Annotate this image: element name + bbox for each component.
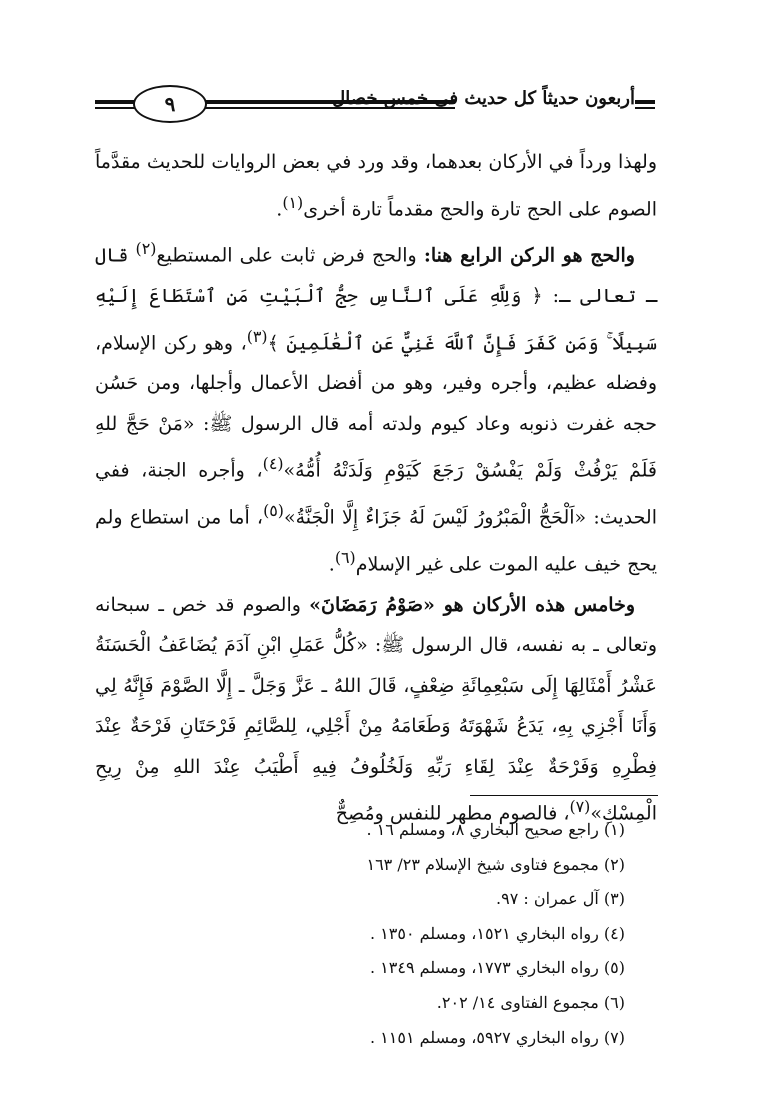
text-span: ، وأجره الجنة، ففي الحديث: [95,459,657,529]
text-span: . [328,553,335,576]
header-rule [635,100,655,104]
footnote-item: (٦) مجموع الفتاوى ١٤/ ٢٠٢. [436,992,625,1012]
footnote-item: (٢) مجموع فتاوى شيخ الإسلام ٢٣/ ١٦٣ [366,854,625,874]
text-span: ، أما من استطاع ولم يحج خيف عليه الموت على غير الإسلام [95,506,657,576]
page-number: ٩ [133,85,207,123]
hadith-quote: «صَوْمُ رَمَضَانَ» [309,593,435,616]
footnote-ref[interactable]: (٣) [246,326,268,346]
text-span: . [276,197,283,220]
footnote-separator [470,795,658,796]
footnotes [95,813,657,1055]
footnote-ref[interactable]: (٥) [263,501,284,521]
footnote-ref[interactable]: (١) [282,192,304,212]
footnote-item: (١) راجع صحيح البخاري ٨، ومسلم ١٦ . [366,820,625,839]
footnote-item: (٤) رواه البخاري ١٥٢١، ومسلم ١٣٥٠ . [369,923,625,943]
header-rule [635,107,655,109]
text-span: والصوم قد خص ـ سبحانه وتعالى ـ به نفسه، قال الرسول ﷺ: [95,593,657,657]
footnote-item: (٥) رواه البخاري ١٧٧٣، ومسلم ١٣٤٩ . [369,958,625,978]
footnote-item: (٣) آل عمران : ٩٧. [496,889,625,909]
footnote-ref[interactable]: (٧) [569,797,591,817]
running-title: أربعون حديثاً كل حديث في خمس خصال [332,88,635,109]
footnote-ref[interactable]: (٦) [334,548,356,568]
page-header [95,82,655,126]
paragraph-1 [95,142,657,229]
hadith-quote: «مَنْ حَجَّ للهِ فَلَمْ يَرْفُثْ وَلَمْ يَفْسُقْ رَجَعَ كَيَوْمِ وَلَدَتْهُ أُمُّهُ» [95,412,657,482]
paragraph-3 [95,585,657,834]
body-text [95,142,657,834]
text-span: ، فالصوم مطهر للنفس ومُصِحٌّ [335,802,570,825]
paragraph-lead: وخامس هذه الأركان هو [434,593,635,616]
text-span: والحج فرض ثابت على المستطيع [156,244,424,267]
hadith-quote: «اَلْحَجُّ الْمَبْرُورُ لَيْسَ لَهُ جَزَاءٌ إِلَّا الْجَنَّةُ» [283,506,587,529]
footnote-ref[interactable]: (٤) [262,454,284,474]
hadith-quote: «كُلُّ عَمَلِ ابْنِ آدَمَ يُضَاعَفُ الْحَسَنَةُ عَشْرُ أَمْثَالِهَا إِلَى سَبْعِمِائَةِ ضِعْفٍ، قَالَ اللهُ ـ عَزَّ وَجَلَّ ـ إِلَّا الصَّوْمَ فَإِنَّهُ لِي وَأَنَا أَجْزِي بِهِ، يَدَعُ شَهْوَتَهُ وَطَعَامَهُ مِنْ أَجْلِي، لِلصَّائِمِ فَرْحَتَانِ فَرْحَةٌ عِنْدَ فِطْرِهِ وَفَرْحَةٌ عِنْدَ لِقَاءِ رَبِّهِ وَلَخُلُوفُ فِيهِ أَطْيَبُ عِنْدَ اللهِ مِنْ رِيحِ الْمِسْكِ» [95,634,657,825]
text-span: ، وهو ركن الإسلام، وفضله عظيم، وأجره وفير، وهو من أفضل الأعمال وأجلها، ومن حَسُن حجه غفرت ذنوبه وعاد كيوم ولدته أمه قال الرسول ﷺ: [95,331,657,435]
paragraph-lead: والحج هو الركن الرابع هنا: [423,244,635,267]
text-span: قال ـ تعالى ـ: [95,244,658,308]
footnote-item: (٧) رواه البخاري ٥٩٢٧، ومسلم ١١٥١ . [369,1027,625,1047]
paragraph-2 [95,229,657,585]
text-span: ولهذا ورداً في الأركان بعدهما، وقد ورد في بعض الروايات للحديث مقدَّماً الصوم على الحج تارة والحج مقدماً تارة أخرى [95,151,657,220]
quran-verse: ﴿ وَلِلَّهِ عَلَى ٱلنَّاسِ حِجُّ ٱلْبَيْتِ مَنِ ٱسْتَطَاعَ إِلَيْهِ سَبِيلًا ۚ وَمَن كَفَرَ فَإِنَّ ٱللَّهَ غَنِيٌّ عَنِ ٱلْعَٰلَمِينَ ﴾ [95,285,658,354]
footnote-ref[interactable]: (٢) [135,239,157,259]
